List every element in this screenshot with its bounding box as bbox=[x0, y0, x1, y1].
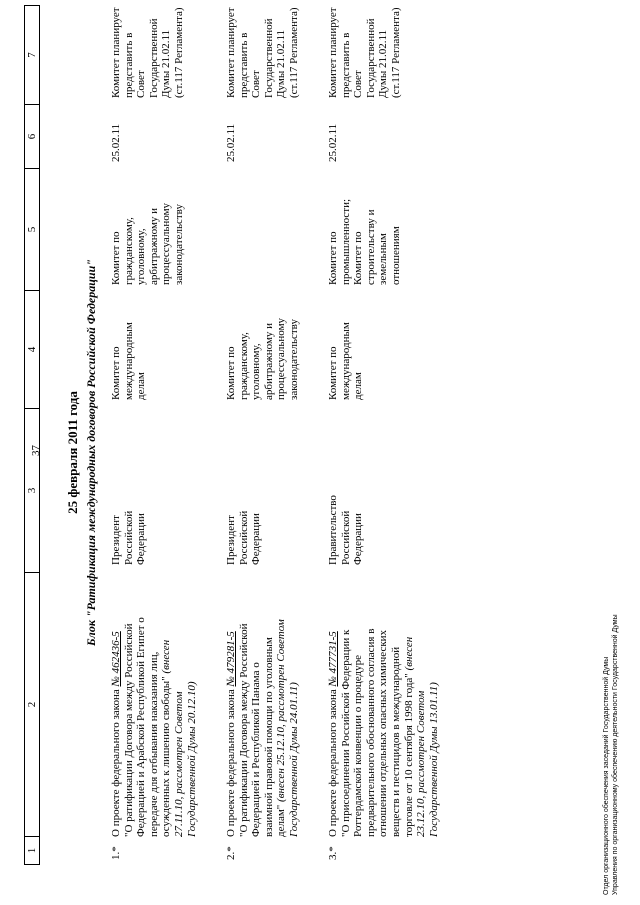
remark: Комитет планирует представить в Совет Государственной Думы 21.02.11 (ст.117 Регламента) bbox=[327, 7, 402, 98]
column-header-5: 5 bbox=[25, 168, 39, 290]
date-title: 25 февраля 2011 года bbox=[65, 391, 80, 514]
column-header-6: 6 bbox=[25, 104, 39, 168]
bill-note: (внесен 23.12.10, рассмотрен Советом Государственной Думы 13.01.11) bbox=[402, 636, 440, 837]
initiator: Президент Российской Федерации bbox=[110, 510, 148, 565]
row-number: 2.* bbox=[225, 846, 237, 860]
bill-note: (внесен 25.12.10, рассмотрен Советом Государственной Думы 24.01.11) bbox=[275, 619, 300, 837]
initiator: Правительство Российской Федерации bbox=[327, 495, 365, 565]
column-header-3: 3 bbox=[25, 408, 39, 572]
column-header-4: 4 bbox=[25, 290, 39, 408]
bill-note: (внесен 27.11.10, рассмотрен Советом Государственной Думы 20.12.10) bbox=[160, 639, 198, 837]
bill-prefix: О проекте федерального закона bbox=[327, 686, 339, 837]
bill-prefix: О проекте федерального закона bbox=[110, 686, 122, 837]
bill-description bbox=[327, 617, 440, 837]
bill-number-link[interactable]: № 462436-5 bbox=[110, 631, 122, 687]
bill-description bbox=[225, 617, 301, 837]
bill-title: "О ратификации Договора между Российской Федерацией и Арабской Республикой Египет о передаче для отбывания наказания лиц, осужденных к лишению свободы" bbox=[122, 617, 173, 837]
committee-responsible: Комитет по международным делам bbox=[110, 322, 148, 400]
footer-line-2: Управления по организационному обеспечению деятельности Государственной Думы bbox=[612, 614, 619, 895]
deadline: 25.02.11 bbox=[110, 123, 122, 162]
committee-responsible: Комитет по гражданскому, уголовному, арбитражному и процессуальному законодательству bbox=[225, 317, 300, 400]
column-header-row bbox=[24, 5, 40, 865]
bill-title: "О присоединении Российской Федерации к Роттердамской конвенции о процедуре предварительного обоснованного согласия в отношении отдельных опасных химических веществ и пестицидов в международной торговле от 10 сентября 1998 года" bbox=[339, 628, 415, 837]
row-number: 1.* bbox=[110, 846, 122, 860]
remark: Комитет планирует представить в Совет Государственной Думы 21.02.11 (ст.117 Регламента) bbox=[225, 7, 300, 98]
row-number: 3.* bbox=[327, 846, 339, 860]
bill-title: "О ратификации Договора между Российской Федерацией и Республикой Панама о взаимной правовой помощи по уголовным делам" bbox=[237, 623, 288, 837]
committee-responsible: Комитет по международным делам bbox=[327, 322, 365, 400]
bill-number-link[interactable]: № 479281-5 bbox=[225, 631, 237, 687]
column-header-1: 1 bbox=[25, 836, 39, 864]
footer-line-1: Отдел организационного обеспечения заседаний Государственной Думы bbox=[603, 656, 610, 895]
bill-prefix: О проекте федерального закона bbox=[225, 686, 237, 837]
column-header-7: 7 bbox=[26, 52, 38, 58]
block-title: Блок "Ратификация международных договоров Российской Федерации" bbox=[84, 259, 98, 646]
footer bbox=[602, 614, 620, 895]
initiator: Президент Российской Федерации bbox=[225, 510, 263, 565]
bill-number-link[interactable]: № 477731-5 bbox=[327, 631, 339, 687]
deadline: 25.02.11 bbox=[225, 123, 237, 162]
page-number: 37 bbox=[30, 445, 42, 456]
bill-description bbox=[110, 617, 198, 837]
remark: Комитет планирует представить в Совет Государственной Думы 21.02.11 (ст.117 Регламента) bbox=[110, 7, 185, 98]
committee-coexecutor: Комитет по промышленности; Комитет по строительству и земельным отношениям bbox=[327, 198, 402, 285]
deadline: 25.02.11 bbox=[327, 123, 339, 162]
committee-coexecutor: Комитет по гражданскому, уголовному, арбитражному и процессуальному законодательству bbox=[110, 202, 185, 285]
column-header-2: 2 bbox=[25, 572, 39, 836]
